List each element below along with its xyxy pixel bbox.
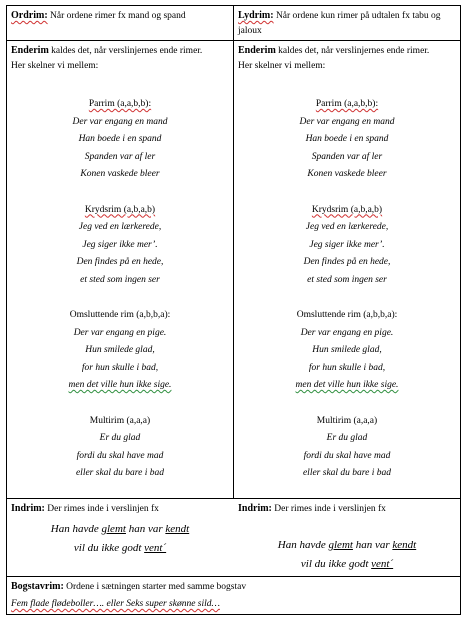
poem-line: Der var engang en mand [299, 116, 395, 127]
indrim-text-part: han var [352, 539, 393, 551]
indrim-cell-right [234, 499, 460, 576]
enderim-intro: Her skelner vi mellem: [11, 61, 99, 71]
indrim-cell-left [7, 499, 233, 576]
lydrim-cell [234, 6, 460, 40]
block-title: Parrim (a,a,b,b): [88, 99, 152, 109]
poem-line: fordi du skal have mad [303, 450, 391, 461]
block-title: Multirim (a,a,a) [316, 415, 378, 426]
poem-line: Er du glad [326, 433, 368, 443]
indrim-rhyme-word: kendt [165, 523, 190, 535]
poem-line: Spanden var af ler [84, 151, 156, 162]
indrim-text-part: Han havde [277, 539, 329, 551]
bogstavrim-text: Ordene i sætningen starter med samme bogstav [63, 582, 247, 592]
block-title: Krydsrim (a,b,a,b) [311, 204, 383, 215]
poem-line: Jeg siger ikke mer’. [309, 239, 385, 250]
poem-line: Den findes på en hede, [76, 257, 164, 267]
enderim-label: Enderim [11, 45, 49, 56]
poem-line: Der var engang en pige. [73, 327, 167, 338]
lydrim-label: Lydrim: [238, 10, 274, 21]
bogstavrim-label: Bogstavrim: [11, 581, 64, 592]
block-title: Multirim (a,a,a) [89, 415, 151, 426]
poem-line: Jeg siger ikke mer’. [82, 239, 158, 250]
indrim-text-part: vil du ikke godt [300, 558, 372, 570]
ordrim-cell [7, 6, 233, 40]
poem-line: Jeg ved en lærkerede, [78, 222, 162, 232]
block-title: Parrim (a,a,b,b): [315, 99, 379, 109]
poem-line: Der var engang en pige. [300, 327, 394, 338]
poem-line: Konen vaskede bleer [80, 169, 160, 179]
poem-line: eller skal du bare i bad [302, 468, 392, 478]
indrim-rhyme-word: vent´ [144, 542, 167, 554]
poem-line: et sted som ingen ser [307, 274, 387, 285]
poem-line: Spanden var af ler [311, 151, 383, 162]
poem-line: for hun skulle i bad, [308, 362, 386, 373]
poem-line: Han boede i en spand [78, 134, 162, 144]
poem-line: men det ville hun ikke sige. [295, 380, 399, 390]
bogstavrim-example: Fem flade flødeboller…. eller Seks super skønne sild… [11, 599, 220, 609]
poem-line: Jeg ved en lærkerede, [305, 222, 389, 232]
block-title: Krydsrim (a,b,a,b) [84, 204, 156, 215]
poem-line: for hun skulle i bad, [81, 362, 159, 373]
poem-line: Hun smilede glad, [312, 345, 382, 355]
indrim-text: Der rimes inde i verslinjen fx [271, 504, 386, 514]
ordrim-label: Ordrim: [11, 10, 48, 21]
lydrim-text: Når ordene kun rimer på udtalen fx tabu og jaloux [238, 11, 441, 36]
poem-line: Hun smilede glad, [85, 345, 155, 355]
poem-line: Er du glad [99, 433, 141, 443]
indrim-rhyme-word: glemt [328, 539, 353, 551]
indrim-label: Indrim: [238, 503, 272, 514]
enderim-intro: Her skelner vi mellem: [238, 61, 326, 71]
poem-line: fordi du skal have mad [76, 450, 164, 461]
poem-line: Der var engang en mand [72, 116, 168, 127]
rhyme-table [6, 5, 461, 615]
indrim-text-part: han var [125, 523, 166, 535]
enderim-label: Enderim [238, 45, 276, 56]
poem-line: Konen vaskede bleer [307, 169, 387, 179]
indrim-rhyme-word: vent´ [371, 558, 394, 570]
indrim-example [238, 536, 456, 574]
enderim-cell-left [7, 41, 233, 498]
block-title: Omsluttende rim (a,b,b,a): [296, 310, 398, 320]
indrim-label: Indrim: [11, 503, 45, 514]
indrim-rhyme-word: glemt [101, 523, 126, 535]
indrim-text: Der rimes inde i verslinjen fx [44, 504, 159, 514]
enderim-text: kaldes det, når verslinjernes ende rimer. [48, 46, 203, 56]
poem-line: eller skal du bare i bad [75, 468, 165, 478]
poem-line: men det ville hun ikke sige. [68, 380, 172, 390]
poem-line: Den findes på en hede, [303, 257, 391, 267]
bogstavrim-cell [7, 577, 460, 615]
poem-line: Han boede i en spand [305, 134, 389, 144]
indrim-text-part: Han havde [50, 523, 102, 535]
indrim-text-part: vil du ikke godt [73, 542, 145, 554]
enderim-text: kaldes det, når verslinjernes ende rimer. [275, 46, 430, 56]
indrim-rhyme-word: kendt [392, 539, 417, 551]
enderim-cell-right [234, 41, 460, 498]
ordrim-text: Når ordene rimer fx mand og spand [47, 11, 186, 21]
indrim-example [11, 520, 229, 558]
poem-line: et sted som ingen ser [80, 274, 160, 285]
block-title: Omsluttende rim (a,b,b,a): [69, 310, 171, 320]
